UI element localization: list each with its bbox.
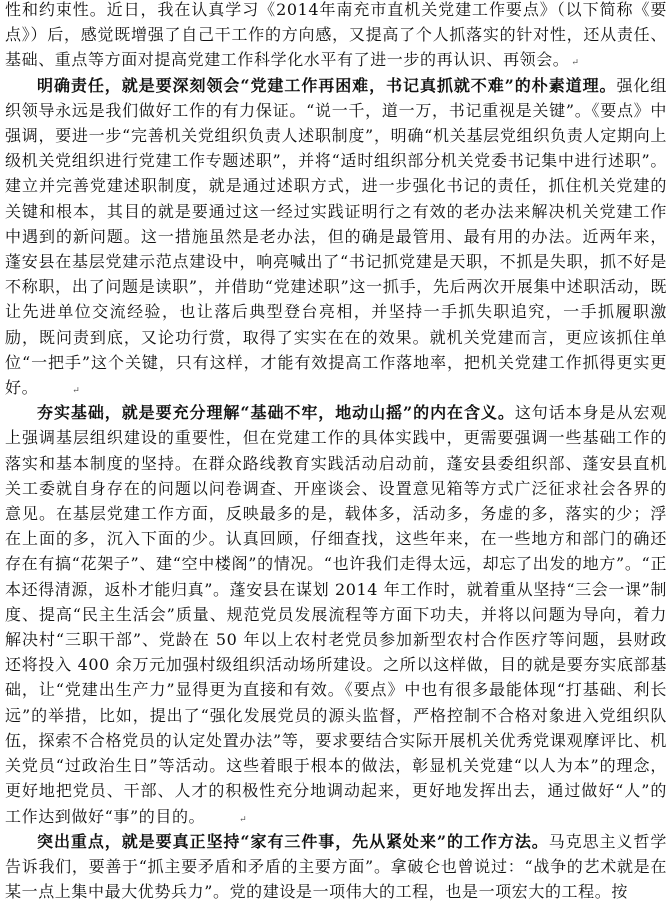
- paragraph-text: 强化组织领导永远是我们做好工作的有力保证。“说一千，道一万，书记重视是关键”。《要点》中强调，要进一步“完善机关党组织负责人述职制度”，明确“机关基层党组织负责人定期向上级机关党组织进行党建工作专题述职”，并将“适时组织部分机关党委书记集中进行述职”。建立并完善党建述职制度，就是通过述职方式，进一步强化书记的责任，抓住机关党建的关键和根本，其目的就是要通过这一经过实践证明行之有效的老办法来解决机关党建工作中遇到的新问题。这一措施虽然是老办法，但的确是最管用、最有用的办法。近两年来，蓬安县在基层党建示范点建设中，响亮喊出了“书记抓党建是天职，不抓是失职，抓不好是不称职，出了问题是读职”，并借助“党建述职”这一抓手，先后两次开展集中述职活动，既让先进单位交流经验，也让落后典型登台亮相，并坚持一手抓失职追究，一手抓履职激励，既问责到底，又论功行赏，取得了实实在在的效果。就机关党建而言，更应该抓住单位“一把手”这个关键，只有这样，才能有效提高工作落地率，把机关党建工作抓得更实更好。: [5, 75, 667, 398]
- paragraph-text: 马克思主义哲学告诉我们，要善于“抓主要矛盾和矛盾的主要方面”。拿破仑也曾说过：“战争的艺术就是在某一点上集中最大优势兵力”。党的建设是一项伟大的工程，也是一项宏大的工程。按: [5, 831, 667, 902]
- paragraph-heading: 明确责任，就是要深刻领会“党建工作再困难，书记真抓就不难”的朴素道理。: [37, 75, 617, 95]
- paragraph-highlight-priorities: [5, 829, 667, 904]
- paragraph-solid-foundation: [5, 400, 667, 828]
- paragraph-clear-responsibility: [5, 73, 667, 401]
- paragraph-heading: 夯实基础，就是要充分理解“基础不牢，地动山摇”的内在含义。: [37, 403, 515, 423]
- paragraph-heading: 突出重点，就是要真正坚持“家有三件事，先从紧处来”的工作方法。: [37, 831, 549, 851]
- paragraph-mark-icon: ↵: [72, 386, 80, 397]
- intro-paragraph: [5, 0, 667, 73]
- intro-text: 性和约束性。近日，我在认真学习《2014年南充市直机关党建工作要点》（以下简称《要点》）后，感觉既增强了自己干工作的方向感，又提高了个人抓落实的针对性，还从责任、基础、重点等方面对提高党建工作科学化水平有了进一步的再认识、再领会。: [5, 0, 667, 70]
- paragraph-mark-icon: ↵: [239, 814, 247, 825]
- paragraph-text: 这句话本身是从宏观上强调基层组织建设的重要性，但在党建工作的具体实践中，更需要强调一些基础工作的落实和基本制度的坚持。在群众路线教育实践活动启动前，蓬安县委组织部、蓬安县直机关工委就自身存在的问题以问卷调查、开座谈会、设置意见箱等方式广泛征求社会各界的意见。在基层党建工作方面，反映最多的是，载体多，活动多，务虚的多，落实的少；浮在上面的多，沉入下面的少。认真回顾，仔细查找，这些年来，在一些地方和部门的确还存在有搞“花架子”、建“空中楼阁”的情况。“也许我们走得太远，却忘了出发的地方”。“正本还得清源，返朴才能归真”。蓬安县在谋划 2014 年工作时，就着重从坚持“三会一课”制度、提高“民主生活会”质量、规范党员发展流程等方面下功夫，并将以问题为导向，着力解决村“三职干部”、党龄在 50 年以上农村老党员参加新型农村合作医疗等问题，县财政还将投入 400 余万元加强村级组织活动场所建设。之所以这样做，目的就是要夯实底部基础，让“党建出生产力”显得更为直接和有效。《要点》中也有很多最能体现“打基础、利长远”的举措，比如，提出了“强化发展党员的源头监督，严格控制不合格对象进入党组织队伍，探索不合格党员的认定处置办法”等，要求要结合实际开展机关优秀党课观摩评比、机关党员“过政治生日”等活动。这些着眼于根本的做法，彰显机关党建“以人为本”的理念，更好地把党员、干部、人才的积极性充分地调动起来，更好地发挥出去，通过做好“人”的工作达到做好“事”的目的。: [5, 403, 667, 826]
- document-body: [5, 0, 667, 904]
- paragraph-mark-icon: ↵: [571, 58, 579, 69]
